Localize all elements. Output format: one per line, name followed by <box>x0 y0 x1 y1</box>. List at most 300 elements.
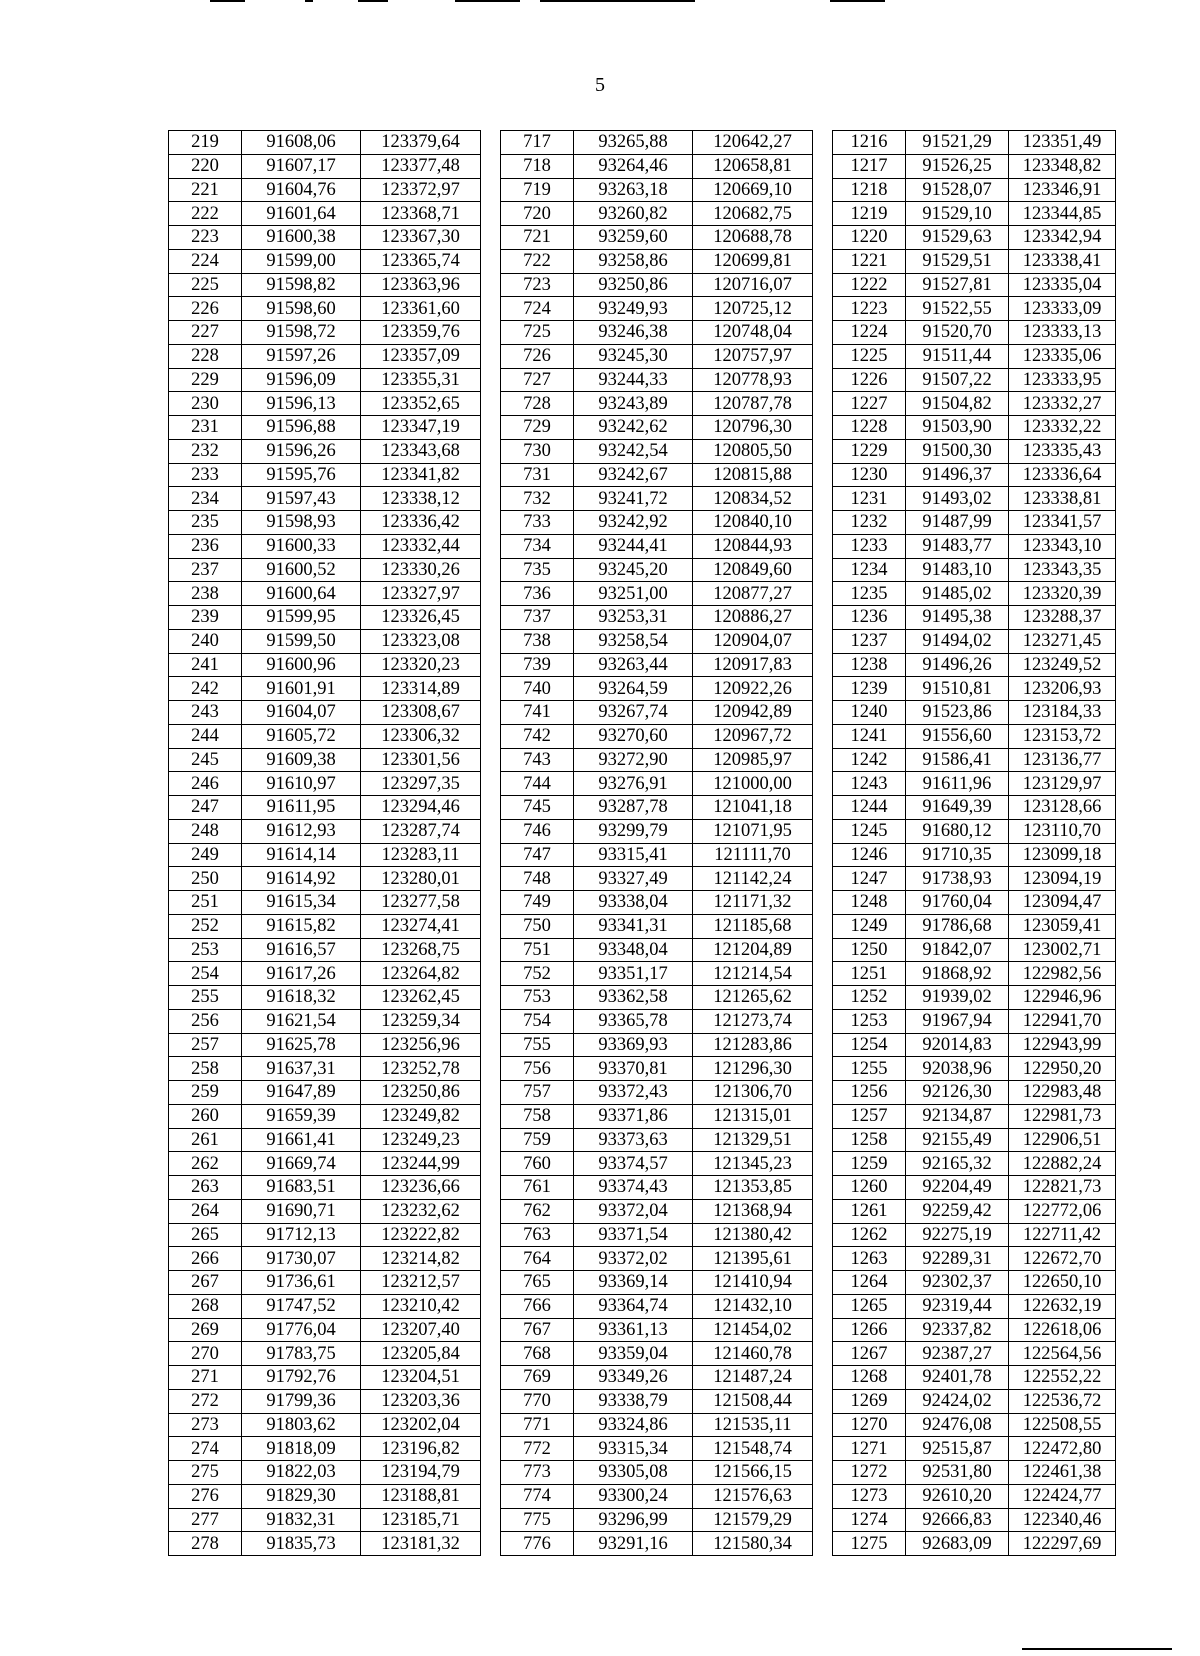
point-number-cell: 253 <box>169 938 242 962</box>
point-number-cell: 1228 <box>833 416 906 440</box>
x-coordinate-cell: 92014,83 <box>906 1033 1009 1057</box>
x-coordinate-cell: 93371,54 <box>574 1223 693 1247</box>
point-number-cell: 1232 <box>833 511 906 535</box>
x-coordinate-cell: 91600,96 <box>242 653 361 677</box>
table-row <box>501 297 813 321</box>
y-coordinate-cell: 123338,41 <box>1009 249 1116 273</box>
y-coordinate-cell: 123297,35 <box>361 772 481 796</box>
table-row <box>833 321 1116 345</box>
x-coordinate-cell: 92515,87 <box>906 1437 1009 1461</box>
table-row <box>501 439 813 463</box>
table-row <box>169 1104 481 1128</box>
table-row <box>833 1199 1116 1223</box>
table-row <box>501 938 813 962</box>
y-coordinate-cell: 123377,48 <box>361 154 481 178</box>
point-number-cell: 1235 <box>833 582 906 606</box>
x-coordinate-cell: 91596,26 <box>242 439 361 463</box>
x-coordinate-cell: 92302,37 <box>906 1271 1009 1295</box>
x-coordinate-cell: 93258,54 <box>574 629 693 653</box>
x-coordinate-cell: 91690,71 <box>242 1199 361 1223</box>
x-coordinate-cell: 93242,62 <box>574 416 693 440</box>
point-number-cell: 772 <box>501 1437 574 1461</box>
table-row <box>833 724 1116 748</box>
point-number-cell: 1250 <box>833 938 906 962</box>
x-coordinate-cell: 91618,32 <box>242 986 361 1010</box>
y-coordinate-cell: 123363,96 <box>361 273 481 297</box>
y-coordinate-cell: 123252,78 <box>361 1057 481 1081</box>
y-coordinate-cell: 120725,12 <box>693 297 813 321</box>
x-coordinate-cell: 93338,79 <box>574 1389 693 1413</box>
y-coordinate-cell: 123280,01 <box>361 867 481 891</box>
x-coordinate-cell: 91736,61 <box>242 1271 361 1295</box>
y-coordinate-cell: 122943,99 <box>1009 1033 1116 1057</box>
table-row <box>169 843 481 867</box>
point-number-cell: 767 <box>501 1318 574 1342</box>
table-row <box>169 154 481 178</box>
point-number-cell: 252 <box>169 914 242 938</box>
table-row <box>833 653 1116 677</box>
point-number-cell: 241 <box>169 653 242 677</box>
table-row <box>833 1413 1116 1437</box>
table-row <box>501 1104 813 1128</box>
x-coordinate-cell: 93300,24 <box>574 1484 693 1508</box>
point-number-cell: 753 <box>501 986 574 1010</box>
y-coordinate-cell: 122564,56 <box>1009 1342 1116 1366</box>
point-number-cell: 1225 <box>833 344 906 368</box>
table-row <box>169 867 481 891</box>
table-row <box>501 629 813 653</box>
x-coordinate-cell: 91599,95 <box>242 606 361 630</box>
table-row <box>169 1199 481 1223</box>
point-number-cell: 1246 <box>833 843 906 867</box>
point-number-cell: 738 <box>501 629 574 653</box>
point-number-cell: 750 <box>501 914 574 938</box>
x-coordinate-cell: 91485,02 <box>906 582 1009 606</box>
point-number-cell: 1238 <box>833 653 906 677</box>
table-row <box>501 1223 813 1247</box>
point-number-cell: 228 <box>169 344 242 368</box>
y-coordinate-cell: 120658,81 <box>693 154 813 178</box>
y-coordinate-cell: 123332,27 <box>1009 392 1116 416</box>
table-row <box>501 1318 813 1342</box>
x-coordinate-cell: 93362,58 <box>574 986 693 1010</box>
y-coordinate-cell: 122472,80 <box>1009 1437 1116 1461</box>
table-row <box>169 796 481 820</box>
table-row <box>501 202 813 226</box>
x-coordinate-cell: 93265,88 <box>574 131 693 155</box>
point-number-cell: 221 <box>169 178 242 202</box>
y-coordinate-cell: 121535,11 <box>693 1413 813 1437</box>
point-number-cell: 243 <box>169 701 242 725</box>
x-coordinate-cell: 92531,80 <box>906 1461 1009 1485</box>
y-coordinate-cell: 123367,30 <box>361 226 481 250</box>
x-coordinate-cell: 91615,82 <box>242 914 361 938</box>
x-coordinate-cell: 91598,72 <box>242 321 361 345</box>
x-coordinate-cell: 91783,75 <box>242 1342 361 1366</box>
point-number-cell: 1231 <box>833 487 906 511</box>
table-row <box>169 226 481 250</box>
point-number-cell: 278 <box>169 1532 242 1556</box>
y-coordinate-cell: 123336,64 <box>1009 463 1116 487</box>
y-coordinate-cell: 123262,45 <box>361 986 481 1010</box>
point-number-cell: 736 <box>501 582 574 606</box>
x-coordinate-cell: 93371,86 <box>574 1104 693 1128</box>
x-coordinate-cell: 93372,04 <box>574 1199 693 1223</box>
point-number-cell: 222 <box>169 202 242 226</box>
point-number-cell: 1230 <box>833 463 906 487</box>
x-coordinate-cell: 91829,30 <box>242 1484 361 1508</box>
y-coordinate-cell: 123212,57 <box>361 1271 481 1295</box>
y-coordinate-cell: 122508,55 <box>1009 1413 1116 1437</box>
x-coordinate-cell: 93369,14 <box>574 1271 693 1295</box>
table-row <box>833 1009 1116 1033</box>
x-coordinate-cell: 93370,81 <box>574 1057 693 1081</box>
x-coordinate-cell: 93245,30 <box>574 344 693 368</box>
x-coordinate-cell: 91600,64 <box>242 582 361 606</box>
table-row <box>169 1389 481 1413</box>
point-number-cell: 1275 <box>833 1532 906 1556</box>
table-row <box>501 511 813 535</box>
table-row <box>501 178 813 202</box>
table-row <box>501 1199 813 1223</box>
y-coordinate-cell: 120642,27 <box>693 131 813 155</box>
table-row <box>833 1461 1116 1485</box>
table-row <box>169 131 481 155</box>
x-coordinate-cell: 93359,04 <box>574 1342 693 1366</box>
table-row <box>169 392 481 416</box>
point-number-cell: 220 <box>169 154 242 178</box>
table-row <box>501 1437 813 1461</box>
table-row <box>169 321 481 345</box>
table-row <box>169 273 481 297</box>
y-coordinate-cell: 120757,97 <box>693 344 813 368</box>
y-coordinate-cell: 120815,88 <box>693 463 813 487</box>
x-coordinate-cell: 91496,26 <box>906 653 1009 677</box>
coordinates-table-3 <box>832 130 1116 1556</box>
table-row <box>501 558 813 582</box>
x-coordinate-cell: 91607,17 <box>242 154 361 178</box>
y-coordinate-cell: 123287,74 <box>361 819 481 843</box>
x-coordinate-cell: 91637,31 <box>242 1057 361 1081</box>
y-coordinate-cell: 121185,68 <box>693 914 813 938</box>
table-row <box>833 416 1116 440</box>
point-number-cell: 754 <box>501 1009 574 1033</box>
point-number-cell: 726 <box>501 344 574 368</box>
point-number-cell: 1249 <box>833 914 906 938</box>
y-coordinate-cell: 121380,42 <box>693 1223 813 1247</box>
x-coordinate-cell: 91600,38 <box>242 226 361 250</box>
table-row <box>169 1176 481 1200</box>
point-number-cell: 237 <box>169 558 242 582</box>
y-coordinate-cell: 121171,32 <box>693 891 813 915</box>
y-coordinate-cell: 123355,31 <box>361 368 481 392</box>
x-coordinate-cell: 91615,34 <box>242 891 361 915</box>
table-row <box>501 392 813 416</box>
point-number-cell: 272 <box>169 1389 242 1413</box>
point-number-cell: 755 <box>501 1033 574 1057</box>
y-coordinate-cell: 121041,18 <box>693 796 813 820</box>
y-coordinate-cell: 121395,61 <box>693 1247 813 1271</box>
table-row <box>501 154 813 178</box>
x-coordinate-cell: 91597,26 <box>242 344 361 368</box>
y-coordinate-cell: 123210,42 <box>361 1294 481 1318</box>
table-row <box>169 1318 481 1342</box>
table-row <box>833 1532 1116 1556</box>
point-number-cell: 233 <box>169 463 242 487</box>
y-coordinate-cell: 123232,62 <box>361 1199 481 1223</box>
x-coordinate-cell: 92401,78 <box>906 1366 1009 1390</box>
y-coordinate-cell: 123249,82 <box>361 1104 481 1128</box>
y-coordinate-cell: 123320,39 <box>1009 582 1116 606</box>
table-row <box>501 131 813 155</box>
point-number-cell: 1257 <box>833 1104 906 1128</box>
y-coordinate-cell: 123264,82 <box>361 962 481 986</box>
table-row <box>169 416 481 440</box>
x-coordinate-cell: 91511,44 <box>906 344 1009 368</box>
x-coordinate-cell: 91647,89 <box>242 1081 361 1105</box>
x-coordinate-cell: 91608,06 <box>242 131 361 155</box>
point-number-cell: 1262 <box>833 1223 906 1247</box>
y-coordinate-cell: 121142,24 <box>693 867 813 891</box>
point-number-cell: 721 <box>501 226 574 250</box>
x-coordinate-cell: 93327,49 <box>574 867 693 891</box>
x-coordinate-cell: 92610,20 <box>906 1484 1009 1508</box>
table-row <box>833 463 1116 487</box>
y-coordinate-cell: 123343,35 <box>1009 558 1116 582</box>
table-row <box>169 1152 481 1176</box>
point-number-cell: 759 <box>501 1128 574 1152</box>
table-row <box>833 606 1116 630</box>
x-coordinate-cell: 91832,31 <box>242 1508 361 1532</box>
point-number-cell: 245 <box>169 748 242 772</box>
table-row <box>169 439 481 463</box>
y-coordinate-cell: 121315,01 <box>693 1104 813 1128</box>
x-coordinate-cell: 93299,79 <box>574 819 693 843</box>
page-number: 5 <box>595 74 605 96</box>
y-coordinate-cell: 122950,20 <box>1009 1057 1116 1081</box>
table-row <box>501 1009 813 1033</box>
x-coordinate-cell: 91803,62 <box>242 1413 361 1437</box>
x-coordinate-cell: 93249,93 <box>574 297 693 321</box>
point-number-cell: 1242 <box>833 748 906 772</box>
table-row <box>833 867 1116 891</box>
point-number-cell: 263 <box>169 1176 242 1200</box>
table-row <box>169 1508 481 1532</box>
y-coordinate-cell: 122882,24 <box>1009 1152 1116 1176</box>
table-row <box>169 1009 481 1033</box>
point-number-cell: 730 <box>501 439 574 463</box>
table-row <box>833 1128 1116 1152</box>
y-coordinate-cell: 120840,10 <box>693 511 813 535</box>
table-row <box>501 772 813 796</box>
x-coordinate-cell: 91529,63 <box>906 226 1009 250</box>
y-coordinate-cell: 123332,44 <box>361 534 481 558</box>
x-coordinate-cell: 91504,82 <box>906 392 1009 416</box>
y-coordinate-cell: 122632,19 <box>1009 1294 1116 1318</box>
table-row <box>833 1389 1116 1413</box>
table-row <box>833 344 1116 368</box>
y-coordinate-cell: 123214,82 <box>361 1247 481 1271</box>
x-coordinate-cell: 91609,38 <box>242 748 361 772</box>
point-number-cell: 729 <box>501 416 574 440</box>
point-number-cell: 764 <box>501 1247 574 1271</box>
y-coordinate-cell: 123348,82 <box>1009 154 1116 178</box>
y-coordinate-cell: 123205,84 <box>361 1342 481 1366</box>
point-number-cell: 1258 <box>833 1128 906 1152</box>
table-row <box>501 463 813 487</box>
point-number-cell: 756 <box>501 1057 574 1081</box>
table-row <box>169 986 481 1010</box>
table-row <box>833 629 1116 653</box>
x-coordinate-cell: 91495,38 <box>906 606 1009 630</box>
y-coordinate-cell: 120922,26 <box>693 677 813 701</box>
point-number-cell: 762 <box>501 1199 574 1223</box>
y-coordinate-cell: 123194,79 <box>361 1461 481 1485</box>
x-coordinate-cell: 91712,13 <box>242 1223 361 1247</box>
table-row <box>501 1294 813 1318</box>
table-row <box>501 534 813 558</box>
point-number-cell: 236 <box>169 534 242 558</box>
x-coordinate-cell: 91799,36 <box>242 1389 361 1413</box>
y-coordinate-cell: 121111,70 <box>693 843 813 867</box>
y-coordinate-cell: 120748,04 <box>693 321 813 345</box>
point-number-cell: 259 <box>169 1081 242 1105</box>
y-coordinate-cell: 123204,51 <box>361 1366 481 1390</box>
x-coordinate-cell: 93242,92 <box>574 511 693 535</box>
point-number-cell: 254 <box>169 962 242 986</box>
x-coordinate-cell: 91822,03 <box>242 1461 361 1485</box>
y-coordinate-cell: 123283,11 <box>361 843 481 867</box>
x-coordinate-cell: 92319,44 <box>906 1294 1009 1318</box>
table-row <box>169 724 481 748</box>
table-row <box>501 487 813 511</box>
x-coordinate-cell: 91595,76 <box>242 463 361 487</box>
point-number-cell: 1272 <box>833 1461 906 1485</box>
y-coordinate-cell: 121410,94 <box>693 1271 813 1295</box>
y-coordinate-cell: 120778,93 <box>693 368 813 392</box>
table-row <box>833 178 1116 202</box>
table-row <box>501 1247 813 1271</box>
x-coordinate-cell: 91604,76 <box>242 178 361 202</box>
x-coordinate-cell: 92134,87 <box>906 1104 1009 1128</box>
x-coordinate-cell: 91494,02 <box>906 629 1009 653</box>
point-number-cell: 1251 <box>833 962 906 986</box>
y-coordinate-cell: 121566,15 <box>693 1461 813 1485</box>
x-coordinate-cell: 91730,07 <box>242 1247 361 1271</box>
x-coordinate-cell: 91598,82 <box>242 273 361 297</box>
table-row <box>169 1366 481 1390</box>
table-row <box>169 1033 481 1057</box>
x-coordinate-cell: 91598,93 <box>242 511 361 535</box>
point-number-cell: 735 <box>501 558 574 582</box>
y-coordinate-cell: 123320,23 <box>361 653 481 677</box>
x-coordinate-cell: 91596,09 <box>242 368 361 392</box>
y-coordinate-cell: 123206,93 <box>1009 677 1116 701</box>
table-row <box>169 534 481 558</box>
x-coordinate-cell: 91520,70 <box>906 321 1009 345</box>
point-number-cell: 1255 <box>833 1057 906 1081</box>
y-coordinate-cell: 121353,85 <box>693 1176 813 1200</box>
point-number-cell: 231 <box>169 416 242 440</box>
y-coordinate-cell: 120985,97 <box>693 748 813 772</box>
point-number-cell: 717 <box>501 131 574 155</box>
point-number-cell: 723 <box>501 273 574 297</box>
table-row <box>501 1271 813 1295</box>
point-number-cell: 751 <box>501 938 574 962</box>
table-row <box>169 677 481 701</box>
table-row <box>501 1342 813 1366</box>
y-coordinate-cell: 123352,65 <box>361 392 481 416</box>
table-row <box>833 1247 1116 1271</box>
point-number-cell: 744 <box>501 772 574 796</box>
x-coordinate-cell: 91621,54 <box>242 1009 361 1033</box>
y-coordinate-cell: 123365,74 <box>361 249 481 273</box>
y-coordinate-cell: 123274,41 <box>361 914 481 938</box>
table-row <box>833 1033 1116 1057</box>
y-coordinate-cell: 120805,50 <box>693 439 813 463</box>
y-coordinate-cell: 122981,73 <box>1009 1104 1116 1128</box>
y-coordinate-cell: 122618,06 <box>1009 1318 1116 1342</box>
y-coordinate-cell: 120967,72 <box>693 724 813 748</box>
x-coordinate-cell: 93373,63 <box>574 1128 693 1152</box>
x-coordinate-cell: 91614,92 <box>242 867 361 891</box>
y-coordinate-cell: 120904,07 <box>693 629 813 653</box>
point-number-cell: 219 <box>169 131 242 155</box>
y-coordinate-cell: 123341,82 <box>361 463 481 487</box>
table-row <box>169 914 481 938</box>
y-coordinate-cell: 122340,46 <box>1009 1508 1116 1532</box>
table-row <box>833 819 1116 843</box>
y-coordinate-cell: 121368,94 <box>693 1199 813 1223</box>
y-coordinate-cell: 121273,74 <box>693 1009 813 1033</box>
x-coordinate-cell: 93315,41 <box>574 843 693 867</box>
x-coordinate-cell: 91483,10 <box>906 558 1009 582</box>
point-number-cell: 719 <box>501 178 574 202</box>
point-number-cell: 1253 <box>833 1009 906 1033</box>
table-row <box>169 297 481 321</box>
point-number-cell: 1252 <box>833 986 906 1010</box>
coordinates-table-2 <box>500 130 813 1556</box>
x-coordinate-cell: 91610,97 <box>242 772 361 796</box>
x-coordinate-cell: 93270,60 <box>574 724 693 748</box>
table-row <box>833 202 1116 226</box>
table-row <box>501 1057 813 1081</box>
x-coordinate-cell: 91868,92 <box>906 962 1009 986</box>
point-number-cell: 737 <box>501 606 574 630</box>
x-coordinate-cell: 91967,94 <box>906 1009 1009 1033</box>
x-coordinate-cell: 93276,91 <box>574 772 693 796</box>
x-coordinate-cell: 91523,86 <box>906 701 1009 725</box>
point-number-cell: 748 <box>501 867 574 891</box>
point-number-cell: 257 <box>169 1033 242 1057</box>
point-number-cell: 720 <box>501 202 574 226</box>
y-coordinate-cell: 123361,60 <box>361 297 481 321</box>
y-coordinate-cell: 122983,48 <box>1009 1081 1116 1105</box>
table-row <box>501 582 813 606</box>
table-row <box>833 677 1116 701</box>
point-number-cell: 1229 <box>833 439 906 463</box>
point-number-cell: 741 <box>501 701 574 725</box>
x-coordinate-cell: 92337,82 <box>906 1318 1009 1342</box>
point-number-cell: 774 <box>501 1484 574 1508</box>
table-row <box>501 962 813 986</box>
y-coordinate-cell: 123335,43 <box>1009 439 1116 463</box>
x-coordinate-cell: 93241,72 <box>574 487 693 511</box>
x-coordinate-cell: 91625,78 <box>242 1033 361 1057</box>
x-coordinate-cell: 93374,57 <box>574 1152 693 1176</box>
table-row <box>501 1081 813 1105</box>
table-row <box>169 1128 481 1152</box>
